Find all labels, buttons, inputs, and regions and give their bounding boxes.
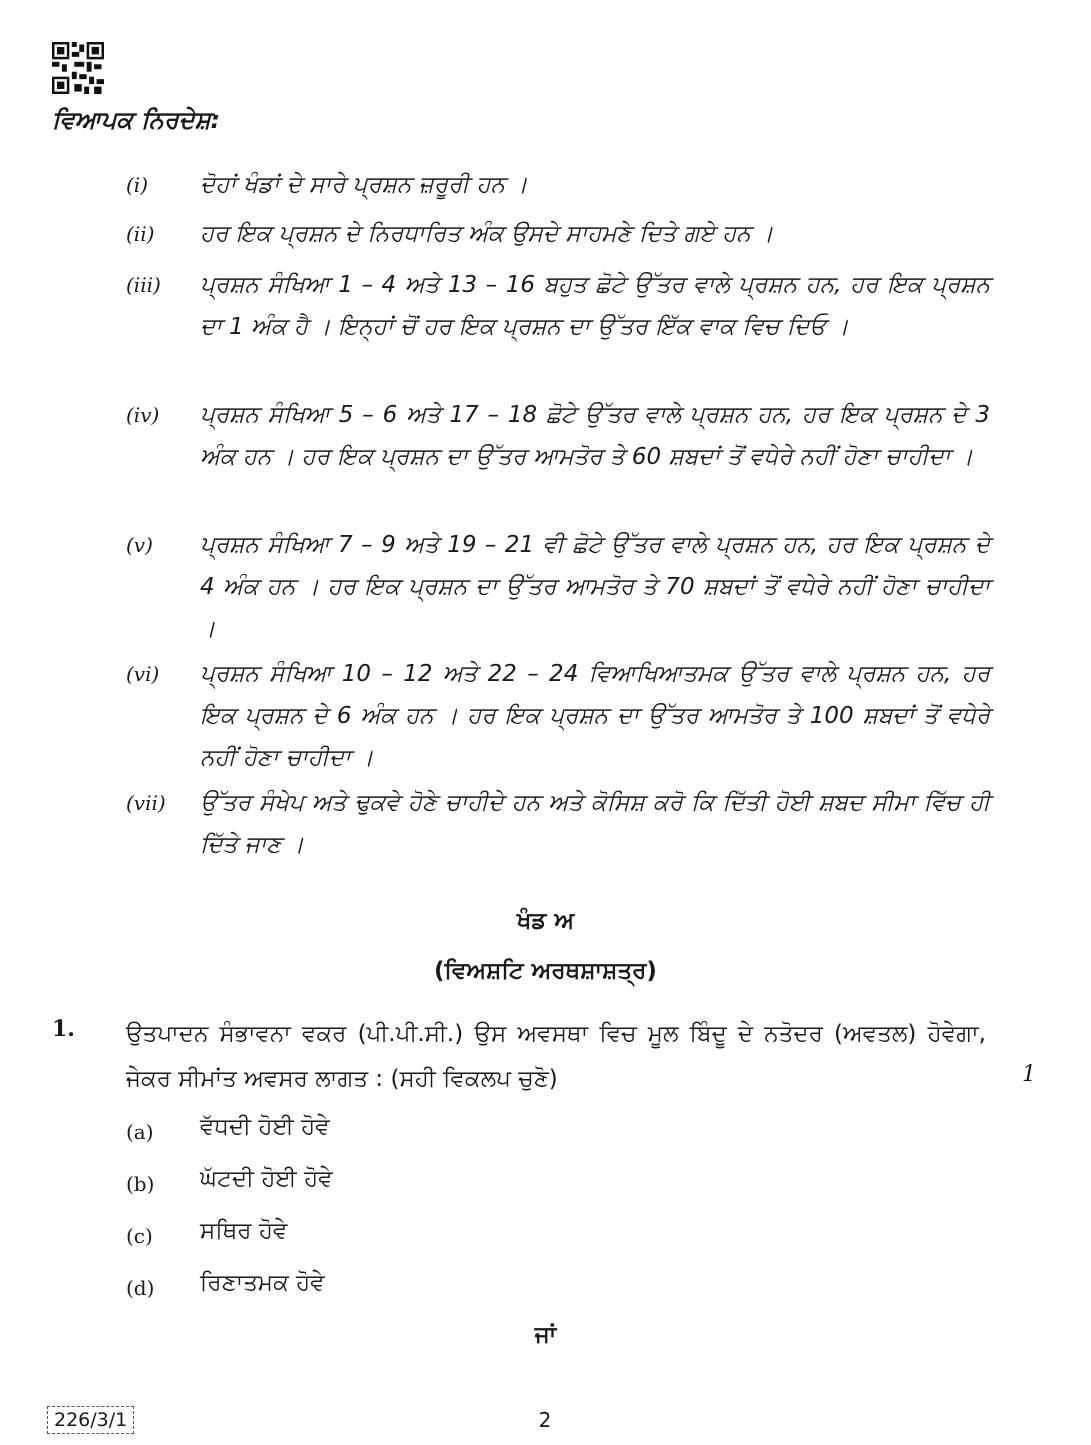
instruction-number: (vi)	[126, 662, 160, 686]
option-d	[126, 1270, 726, 1310]
instructions-heading: ਵਿਆਪਕ ਨਿਰਦੇਸ਼:	[52, 106, 221, 134]
question-text: ਉਤਪਾਦਨ ਸੰਭਾਵਨਾ ਵਕਰ (ਪੀ.ਪੀ.ਸੀ.) ਉਸ ਅਵਸਥਾ ਵਿਚ ਮੂਲ ਬਿੰਦੂ ਦੇ ਨਤੋਦਰ (ਅਵਤਲ) ਹੋਵੇਗਾ, ਜੇਕਰ ਸੀਮਾਂਤ ਅਵਸਰ ਲਾਗਤ : (ਸਹੀ ਵਿਕਲਪ ਚੁਣੋ)	[126, 1021, 986, 1092]
instruction-number: (vii)	[126, 791, 166, 815]
instruction-text: ਪ੍ਰਸ਼ਨ ਸੰਖਿਆ 10 – 12 ਅਤੇ 22 – 24 ਵਿਆਖਿਆਤਮਕ ਉੱਤਰ ਵਾਲੇ ਪ੍ਰਸ਼ਨ ਹਨ, ਹਰ ਇਕ ਪ੍ਰਸ਼ਨ ਦੇ 6 ਅੰਕ ਹਨ । ਹਰ ਇਕ ਪ੍ਰਸ਼ਨ ਦਾ ਉੱਤਰ ਆਮਤੋਰ ਤੇ 100 ਸ਼ਬਦਾਂ ਤੋਂ ਵਧੇਰੇ ਨਹੀਂ ਹੋਣਾ ਚਾਹੀਦਾ ।	[200, 661, 990, 771]
instruction-text: ਦੋਹਾਂ ਖੰਡਾਂ ਦੇ ਸਾਰੇ ਪ੍ਰਸ਼ਨ ਜ਼ਰੂਰੀ ਹਨ ।	[200, 172, 528, 198]
instruction-number: (iii)	[126, 273, 161, 297]
option-text: ਸਥਿਰ ਹੋਵੇ	[200, 1218, 288, 1244]
option-b	[126, 1166, 726, 1206]
instruction-text: ਪ੍ਰਸ਼ਨ ਸੰਖਿਆ 5 – 6 ਅਤੇ 17 – 18 ਛੋਟੇ ਉੱਤਰ ਵਾਲੇ ਪ੍ਰਸ਼ਨ ਹਨ, ਹਰ ਇਕ ਪ੍ਰਸ਼ਨ ਦੇ 3 ਅੰਕ ਹਨ । ਹਰ ਇਕ ਪ੍ਰਸ਼ਨ ਦਾ ਉੱਤਰ ਆਮਤੋਰ ਤੇ 60 ਸ਼ਬਦਾਂ ਤੋਂ ਵਧੇਰੇ ਨਹੀਂ ਹੋਣਾ ਚਾਹੀਦਾ ।	[200, 402, 990, 470]
instruction-number: (ii)	[126, 222, 155, 246]
instruction-text: ਹਰ ਇਕ ਪ੍ਰਸ਼ਨ ਦੇ ਨਿਰਧਾਰਿਤ ਅੰਕ ਉਸਦੇ ਸਾਹਮਣੇ ਦਿਤੇ ਗਏ ਹਨ ।	[200, 221, 774, 247]
instruction-text: ਪ੍ਰਸ਼ਨ ਸੰਖਿਆ 7 – 9 ਅਤੇ 19 – 21 ਵੀ ਛੋਟੇ ਉੱਤਰ ਵਾਲੇ ਪ੍ਰਸ਼ਨ ਹਨ, ਹਰ ਇਕ ਪ੍ਰਸ਼ਨ ਦੇ 4 ਅੰਕ ਹਨ । ਹਰ ਇਕ ਪ੍ਰਸ਼ਨ ਦਾ ਉੱਤਰ ਆਮਤੋਰ ਤੇ 70 ਸ਼ਬਦਾਂ ਤੋਂ ਵਧੇਰੇ ਨਹੀਂ ਹੋਣਾ ਚਾਹੀਦਾ ।	[200, 532, 990, 642]
option-text: ਰਿਣਾਤਮਕ ਹੋਵੇ	[200, 1270, 325, 1296]
instruction-number: (v)	[126, 533, 153, 557]
option-c	[126, 1218, 726, 1258]
section-subtitle: (ਵਿਅਸ਼ਟਿ ਅਰਥਸ਼ਾਸ਼ਤ੍ਰ)	[434, 958, 657, 984]
paper-code: 226/3/1	[47, 1406, 134, 1434]
section-title: ਖੰਡ ਅ	[516, 908, 575, 934]
option-label: (d)	[126, 1276, 155, 1300]
option-text: ਵੱਧਦੀ ਹੋਈ ਹੋਵੇ	[200, 1114, 330, 1140]
qr-code-icon	[52, 42, 104, 94]
option-text: ਘੱਟਦੀ ਹੋਈ ਹੋਵੇ	[200, 1166, 333, 1192]
option-label: (b)	[126, 1172, 155, 1196]
instruction-number: (i)	[126, 173, 149, 197]
option-label: (c)	[126, 1224, 153, 1248]
or-separator: ਜਾਂ	[534, 1322, 557, 1348]
page-number: 2	[538, 1408, 552, 1432]
option-a	[126, 1114, 726, 1154]
question-marks: 1	[1022, 1062, 1036, 1087]
instruction-text: ਉੱਤਰ ਸੰਖੇਪ ਅਤੇ ਢੁਕਵੇ ਹੋਣੇ ਚਾਹੀਦੇ ਹਨ ਅਤੇ ਕੋਸਿਸ਼ ਕਰੋ ਕਿ ਦਿੱਤੀ ਹੋਈ ਸ਼ਬਦ ਸੀਮਾ ਵਿੱਚ ਹੀ ਦਿੱਤੇ ਜਾਣ ।	[200, 790, 990, 858]
instruction-text: ਪ੍ਰਸ਼ਨ ਸੰਖਿਆ 1 – 4 ਅਤੇ 13 – 16 ਬਹੁਤ ਛੋਟੇ ਉੱਤਰ ਵਾਲੇ ਪ੍ਰਸ਼ਨ ਹਨ, ਹਰ ਇਕ ਪ੍ਰਸ਼ਨ ਦਾ 1 ਅੰਕ ਹੈ । ਇਨ੍ਹਾਂ ਚੋਂ ਹਰ ਇਕ ਪ੍ਰਸ਼ਨ ਦਾ ਉੱਤਰ ਇੱਕ ਵਾਕ ਵਿਚ ਦਿਓ ।	[200, 272, 990, 340]
question-number: 1.	[52, 1016, 75, 1042]
option-label: (a)	[126, 1120, 154, 1144]
instruction-number: (iv)	[126, 403, 160, 427]
